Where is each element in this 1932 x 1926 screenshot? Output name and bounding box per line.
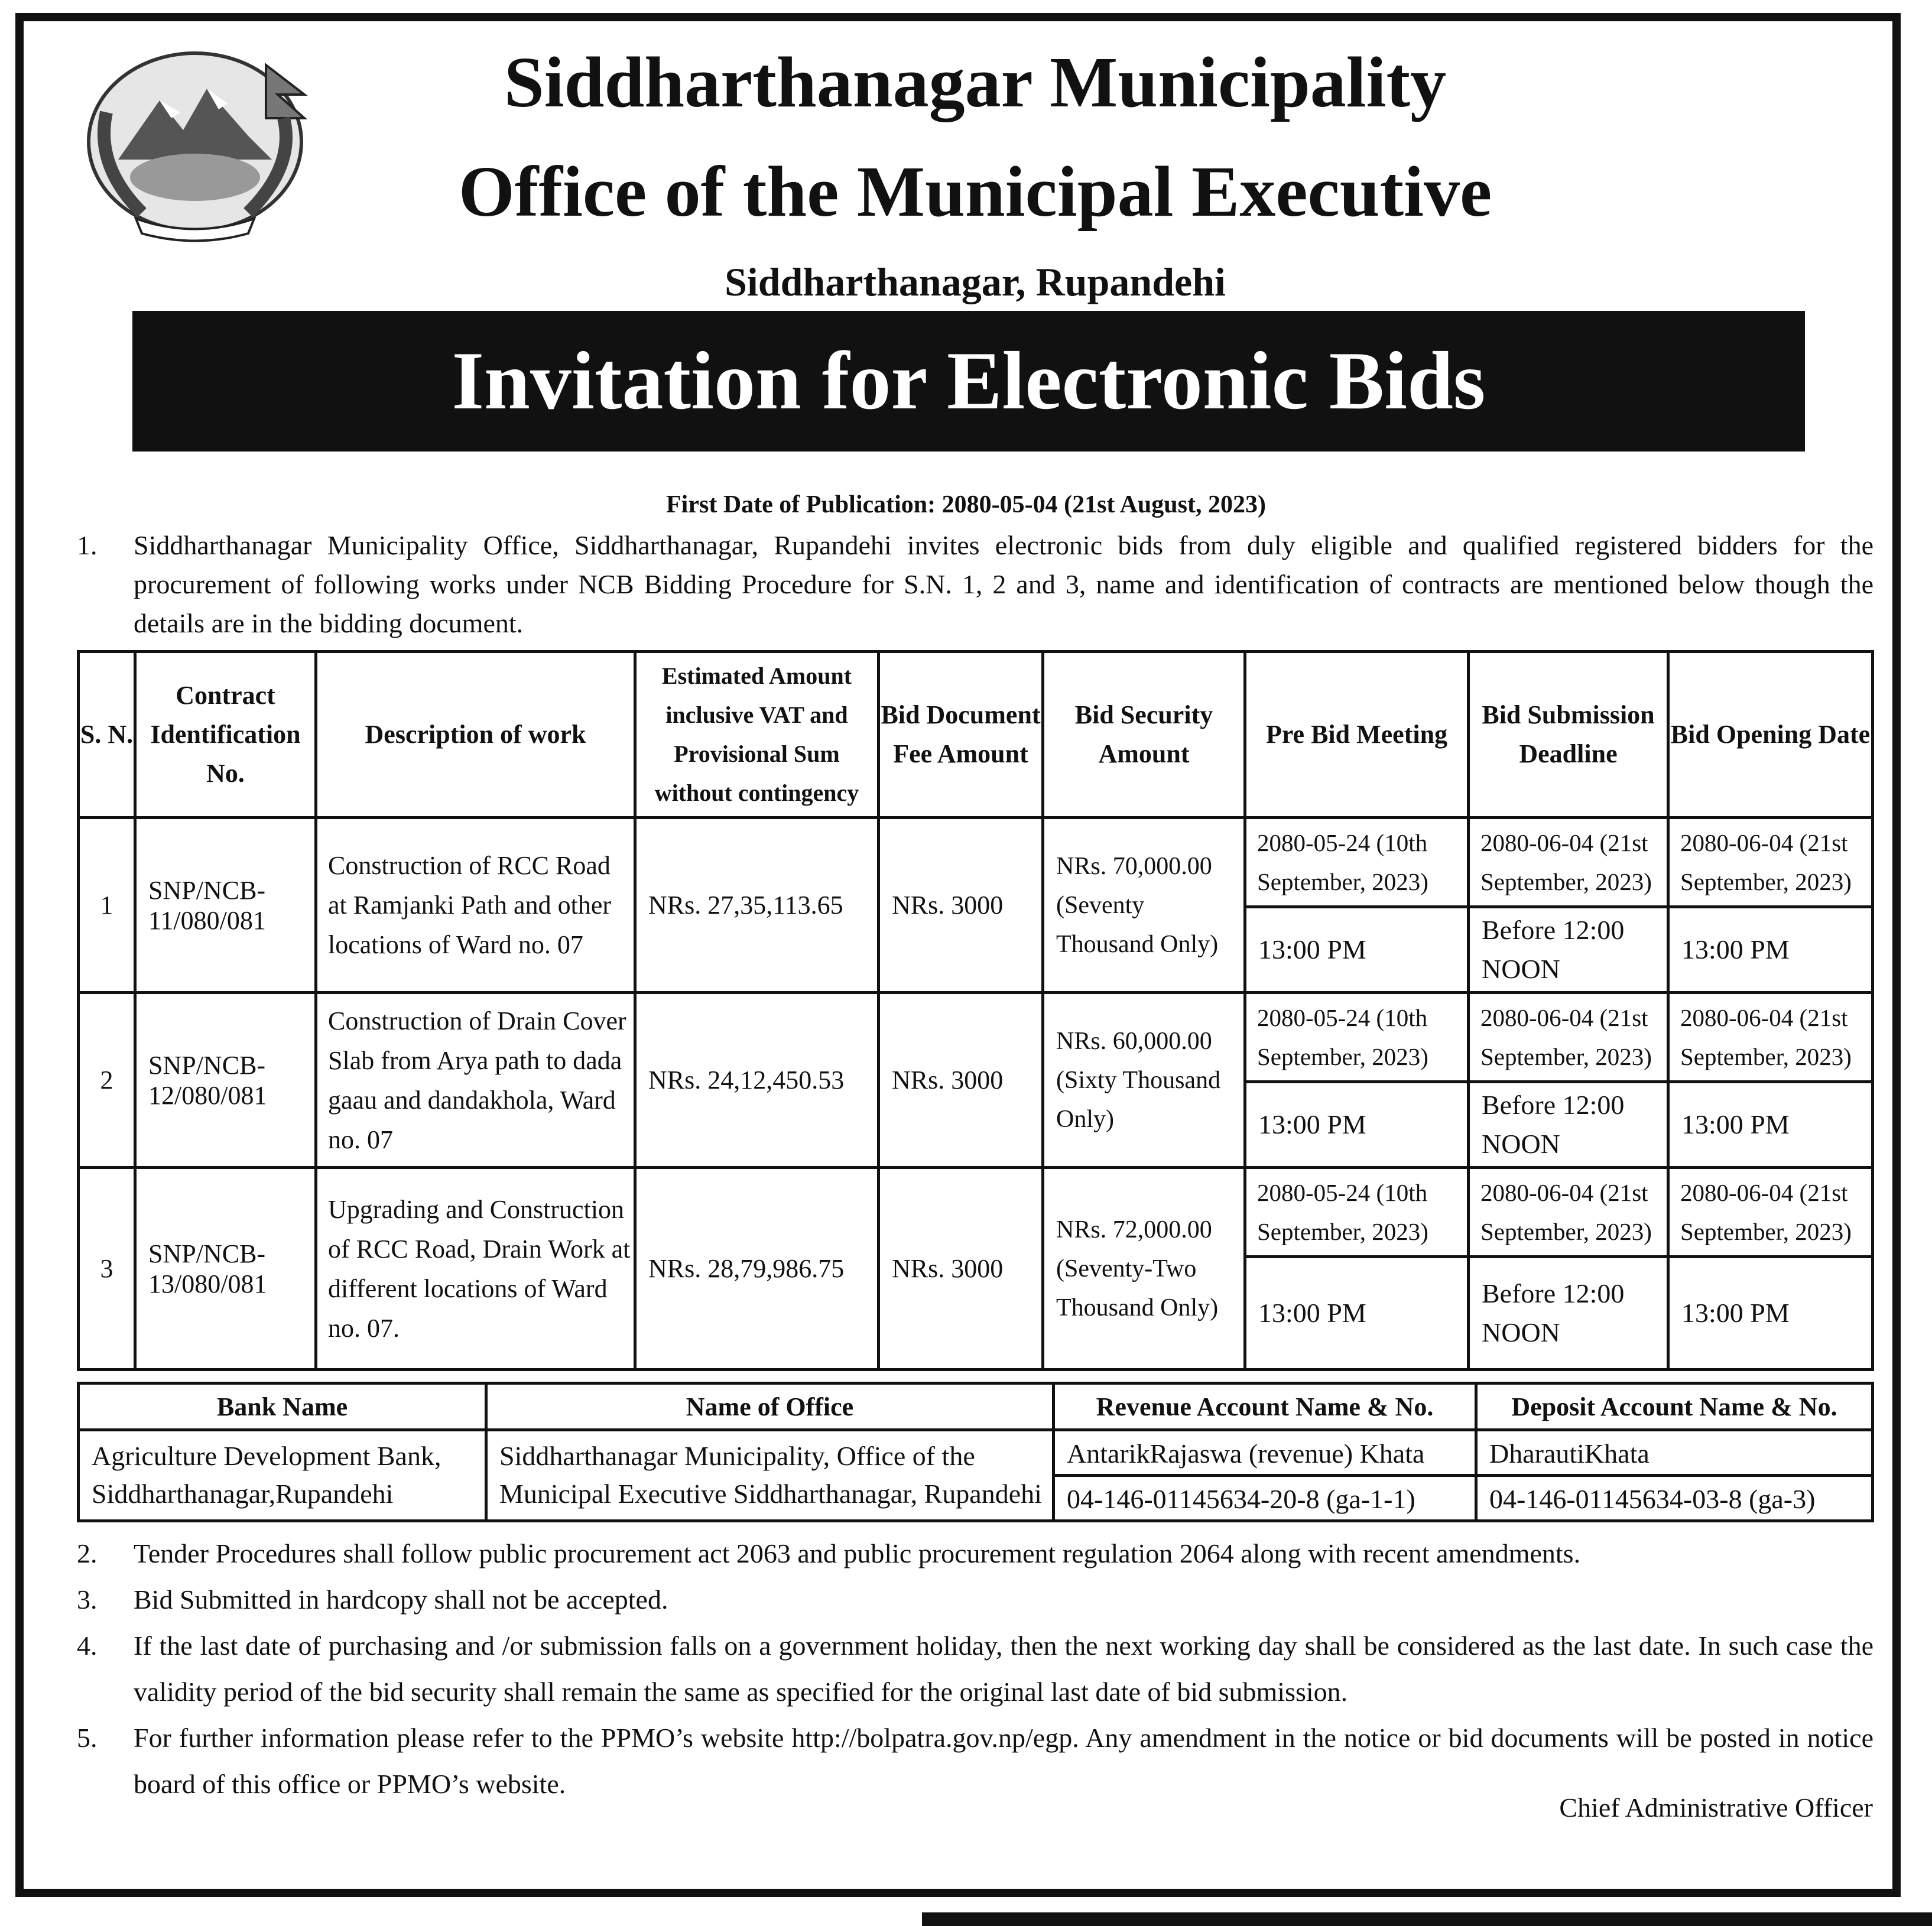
cell-description: Upgrading and Construction of RCC Road, Drain Work at different locations of Ward no. 07. xyxy=(316,1168,635,1370)
cell-submission-date: 2080-06-04 (21st September, 2023) xyxy=(1469,1168,1668,1257)
cell-opening-date: 2080-06-04 (21st September, 2023) xyxy=(1668,818,1873,907)
cell-office-name: Siddharthanagar Municipality, Office of the Municipal Executive Siddharthanagar, Rupandehi xyxy=(486,1430,1054,1521)
cell-fee: NRs. 3000 xyxy=(879,818,1043,993)
cell-opening-time: 13:00 PM xyxy=(1668,907,1873,993)
cell-prebid-time: 13:00 PM xyxy=(1245,907,1469,993)
cell-sn: 1 xyxy=(79,818,135,993)
clause-number: 2. xyxy=(77,1538,98,1568)
clause-text: Bid Submitted in hardcopy shall not be accepted. xyxy=(134,1584,668,1615)
header-fee: Bid Document Fee Amount xyxy=(879,652,1043,818)
cell-estimate: NRs. 24,12,450.53 xyxy=(635,993,879,1168)
cell-prebid-date: 2080-05-24 (10th September, 2023) xyxy=(1245,993,1469,1082)
clause-number: 5. xyxy=(77,1723,98,1753)
office-title: Office of the Municipal Executive xyxy=(458,152,1492,232)
cell-estimate: NRs. 28,79,986.75 xyxy=(635,1168,879,1370)
header-estimate: Estimated Amount inclusive VAT and Provisional Sum without contingency xyxy=(635,652,879,818)
clause-text: Siddharthanagar Municipality Office, Siddharthanagar, Rupandehi invites electronic bids from duly eligible and qualified registered bidders for the procurement of following works under NCB Bidding Procedure for S.N. 1, 2 and 3, name and identification of contracts are mentioned below though the details are in the bidding document. xyxy=(134,530,1873,638)
cell-security: NRs. 60,000.00 (Sixty Thousand Only) xyxy=(1043,993,1245,1168)
header-description: Description of work xyxy=(316,652,635,818)
cell-sn: 3 xyxy=(79,1168,135,1370)
cell-description: Construction of RCC Road at Ramjanki Path and other locations of Ward no. 07 xyxy=(316,818,635,993)
cell-submission-date: 2080-06-04 (21st September, 2023) xyxy=(1469,818,1668,907)
cell-deposit-name: DharautiKhata xyxy=(1476,1430,1873,1476)
header-opening: Bid Opening Date xyxy=(1668,652,1873,818)
cell-contract: SNP/NCB-13/080/081 xyxy=(135,1168,316,1370)
cell-revenue-name: AntarikRajaswa (revenue) Khata xyxy=(1054,1430,1476,1476)
cell-estimate: NRs. 27,35,113.65 xyxy=(635,818,879,993)
cell-security: NRs. 70,000.00 (Seventy Thousand Only) xyxy=(1043,818,1245,993)
header-bank: Bank Name xyxy=(79,1383,486,1430)
cell-opening-date: 2080-06-04 (21st September, 2023) xyxy=(1668,1168,1873,1257)
table-row xyxy=(79,1430,1873,1476)
bottom-rule xyxy=(922,1912,1932,1926)
header-security: Bid Security Amount xyxy=(1043,652,1245,818)
cell-opening-time: 13:00 PM xyxy=(1668,1082,1873,1168)
location-title: Siddharthanagar, Rupandehi xyxy=(725,259,1226,304)
table-header-row xyxy=(79,652,1873,818)
header-submission: Bid Submission Deadline xyxy=(1469,652,1668,818)
cell-submission-time: Before 12:00 NOON xyxy=(1469,1257,1668,1370)
header-deposit: Deposit Account Name & No. xyxy=(1476,1383,1873,1430)
municipality-title: Siddharthanagar Municipality xyxy=(504,43,1447,122)
cell-opening-time: 13:00 PM xyxy=(1668,1257,1873,1370)
clause-text: For further information please refer to the PPMO’s website http://bolpatra.gov.np/egp. Any amendment in the notice or bid documents will be posted in notice board of this office or PPMO’s website. xyxy=(134,1723,1873,1799)
clause-number: 4. xyxy=(77,1631,98,1661)
table-row xyxy=(79,993,1873,1082)
cell-prebid-date: 2080-05-24 (10th September, 2023) xyxy=(1245,818,1469,907)
bank-table xyxy=(77,1382,1874,1522)
bids-table xyxy=(77,650,1874,1371)
header-sn: S. N. xyxy=(79,652,135,818)
clause-text: Tender Procedures shall follow public procurement act 2063 and public procurement regulation 2064 along with recent amendments. xyxy=(134,1538,1581,1568)
header-office: Name of Office xyxy=(486,1383,1054,1430)
publication-date: First Date of Publication: 2080-05-04 (21st August, 2023) xyxy=(666,491,1266,518)
cell-prebid-date: 2080-05-24 (10th September, 2023) xyxy=(1245,1168,1469,1257)
signature-title: Chief Administrative Officer xyxy=(1559,1792,1873,1823)
nepal-emblem-icon xyxy=(71,30,319,248)
cell-contract: SNP/NCB-11/080/081 xyxy=(135,818,316,993)
table-row xyxy=(79,1168,1873,1257)
header-revenue: Revenue Account Name & No. xyxy=(1054,1383,1476,1430)
clause-number: 1. xyxy=(77,530,98,560)
cell-security: NRs. 72,000.00 (Seventy-Two Thousand Only) xyxy=(1043,1168,1245,1370)
cell-deposit-no: 04-146-01145634-03-8 (ga-3) xyxy=(1476,1476,1873,1521)
table-header-row xyxy=(79,1383,1873,1430)
cell-sn: 2 xyxy=(79,993,135,1168)
header-prebid: Pre Bid Meeting xyxy=(1245,652,1469,818)
cell-submission-date: 2080-06-04 (21st September, 2023) xyxy=(1469,993,1668,1082)
cell-submission-time: Before 12:00 NOON xyxy=(1469,907,1668,993)
table-row xyxy=(79,818,1873,907)
clause-text: If the last date of purchasing and /or submission falls on a government holiday, then the next working day shall be considered as the last date. In such case the validity period of the bid security shall remain the same as specified for the original last date of bid submission. xyxy=(134,1631,1873,1707)
cell-description: Construction of Drain Cover Slab from Arya path to dada gaau and dandakhola, Ward no. 07 xyxy=(316,993,635,1168)
header-contract: Contract Identification No. xyxy=(135,652,316,818)
cell-prebid-time: 13:00 PM xyxy=(1245,1257,1469,1370)
cell-prebid-time: 13:00 PM xyxy=(1245,1082,1469,1168)
cell-revenue-no: 04-146-01145634-20-8 (ga-1-1) xyxy=(1054,1476,1476,1521)
notice-banner: Invitation for Electronic Bids xyxy=(132,311,1805,452)
cell-contract: SNP/NCB-12/080/081 xyxy=(135,993,316,1168)
cell-submission-time: Before 12:00 NOON xyxy=(1469,1082,1668,1168)
cell-bank-name: Agriculture Development Bank, Siddharthanagar,Rupandehi xyxy=(79,1430,486,1521)
cell-fee: NRs. 3000 xyxy=(879,993,1043,1168)
cell-fee: NRs. 3000 xyxy=(879,1168,1043,1370)
clause-number: 3. xyxy=(77,1584,98,1615)
cell-opening-date: 2080-06-04 (21st September, 2023) xyxy=(1668,993,1873,1082)
